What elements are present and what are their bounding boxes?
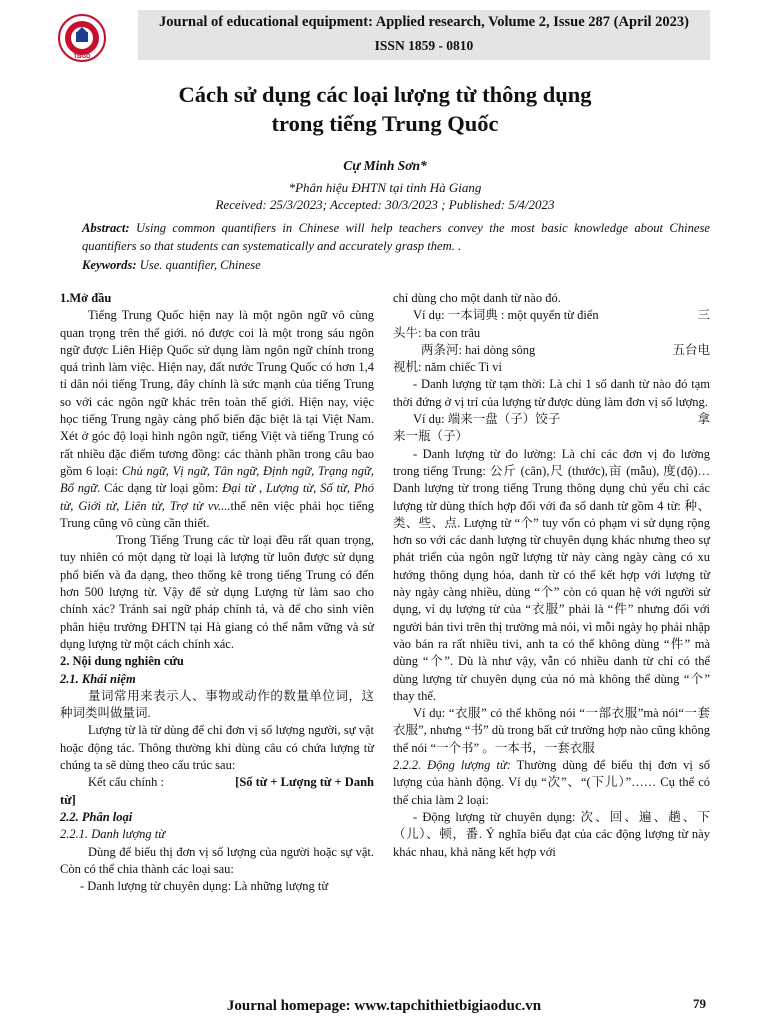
intro-text-2: . Các dạng từ loại gồm:	[97, 481, 223, 496]
example-text-1b: 三	[697, 308, 710, 323]
title-line-1: Cách sử dụng các loại lượng từ thông dụng	[178, 82, 592, 107]
example-paragraph-clothes: Ví dụ: “衣服” có thể không nói “一部衣服”mà nói“一套衣服”, nhưng “书” dù trong bất cứ trường hợp nào cũng không thể nói “一个书” 。一本书，一套衣服	[393, 706, 710, 755]
intro-text: Tiếng Trung Quốc hiện nay là một ngôn ngữ vô cùng quan trọng trên thế giới. nó được coi là một trong sáu ngôn ngữ được Liên Hiệp Quốc sử dụng làm ngôn ngữ chính trong quá trình làm việc. Hiện nay, đất nước Trung Quốc có hơn 1,4 tỉ dân nói tiếng Trung, đây chính là sức mạnh của tiếng Trung so với các ngôn ngữ khác trên toàn thế giới. Hiện nay, việc học tiếng Trung ngày càng phổ biến đặc biệt là tại Việt Nam. Xét ở góc độ loại hình ngôn ngữ, tiếng Việt và tiếng Trung có rất nhiều đặc điểm tương đồng: các thành phần trong câu bao gồm 6 loại:	[60, 308, 374, 478]
issn: ISSN 1859 - 0810	[374, 38, 474, 53]
verb-quantifier-heading: 2.2.2. Động lượng từ:	[393, 758, 511, 773]
example-text-3b: 五台电	[672, 342, 710, 357]
section-heading-intro: 1.Mở đầu	[60, 291, 112, 305]
verb-quantifier-text: Thường dùng để biểu thị đơn vị số lượng của hành động. Ví dụ “次”、“(下儿）”…… Cụ thể có thể chia làm 2 loại:	[393, 758, 710, 807]
example-row-4: 视机: năm chiếc Ti vi	[393, 360, 503, 375]
abstract-label: Abstract:	[82, 221, 130, 235]
abstract	[82, 219, 710, 255]
example-row-2: 头牛: ba con trâu	[393, 325, 481, 340]
example-text-1: Ví dụ: 一本词典 : một quyển từ điển	[413, 308, 599, 323]
right-column	[393, 290, 710, 861]
paragraph-quantifiers: Trong Tiếng Trung các từ loại đều rất quan trọng, tuy nhiên có một dạng từ loại là lượng từ luôn được sử dụng phổ biến và đa dạng, theo thống kê trong tiếng Trung có đến hơn 500 lượng từ. Vậy để sử dụng Lượng từ làm sao cho chính xác? Tránh sai ngữ pháp chính tả, và để cho sinh viên phân hiệu trường ĐHTN tại Hà giang có thể nắm vững và sử dụng lượng từ một cách chính xác.	[60, 533, 374, 651]
example-text-3: 两条河: hai dòng sông	[421, 342, 536, 357]
keywords-text: Use. quantifier, Chinese	[136, 258, 261, 272]
verb-quantifier-paragraph	[393, 757, 710, 809]
example-row-1	[393, 307, 710, 324]
example-text-5: Ví dụ: 端来一盘（子）饺子	[413, 412, 561, 427]
section-heading-content: 2. Nội dung nghiên cứu	[60, 654, 184, 669]
keywords	[82, 258, 710, 273]
example-row-6: 来一瓶（子）	[393, 429, 469, 444]
structure-formula: [Số từ + Lượng từ + Danh	[235, 775, 374, 790]
affiliation: *Phân hiệu ĐHTN tại tỉnh Hà Giang	[288, 180, 482, 195]
special-verb-quantifier-paragraph: - Động lượng từ chuyên dụng: 次、回、遍、趟、下（儿）、顿，番. Ý nghĩa biểu đạt của các động lượng từ này khác nhau, khả năng kết hợp với	[393, 809, 710, 859]
subsection-heading-concept: 2.1. Khái niệm	[60, 671, 136, 686]
title-line-2: trong tiếng Trung Quốc	[271, 111, 499, 136]
structure-end: từ]	[60, 792, 76, 807]
subsection-heading-classification: 2.2. Phân loại	[60, 809, 133, 824]
example-row-3	[393, 342, 710, 359]
right-text-1: chỉ dùng cho một danh từ nào đó.	[393, 291, 561, 305]
noun-quantifier-paragraph: Dùng để biểu thị đơn vị số lượng của người hoặc sự vật. Còn có thể chia thành các loại sau:	[60, 844, 374, 876]
sentence-components: Chủ ngữ, Vị ngữ, Tân ngữ, Định ngữ, Trạng ngữ, Bổ ngữ	[60, 463, 374, 496]
example-row-5	[393, 411, 710, 428]
logo-text: TBGD	[73, 54, 91, 60]
journal-header: Journal of educational equipment: Applied research, Volume 2, Issue 287 (April 2023)	[159, 14, 689, 30]
example-text-5b: 拿	[697, 412, 710, 427]
journal-homepage: Journal homepage: www.tapchithietbigiaoduc.vn	[226, 998, 542, 1014]
word-classes: Đại từ , Lượng từ, Số từ, Phó từ, Giới từ, Liên từ, Trợ từ vv....	[60, 481, 375, 513]
measure-quantifier-paragraph: - Danh lượng từ đo lường: Là chỉ các đơn vị đo lường trong tiếng Trung: 公斤 (cân),尺 (thước),亩 (mẫu), 度(độ)…Danh lượng từ trong tiếng Trung thông dụng chủ yếu chỉ các lượng từ dùng thích hợp đối với đa số danh từ gồm 4 từ: 种、类、些、点. Lượng từ “个” tuy vốn có phạm vi sử dụng rộng hơn so với các danh lượng từ chuyên dụng khác nhưng theo sự phát triển của ngôn ngữ lượng từ này càng ngày càng có xu hướng thông dụng hóa, danh từ có thể kết hợp với lượng từ này ngày càng nhiều, dùng “个” còn có quan hệ với người sử dụng, ví dụ lượng từ của “衣服” phải là “件” nhưng đối với người bán tivi trên thị trường mà nói, vì mỗi ngày họ phải nhập vào bán ra rất nhiều tivi, anh ta có thể không dùng “件” mà dùng “个”. Dù là như vậy, vẫn có nhiều danh từ chỉ có thể dùng lượng từ chuyên dụng của nó mà không thể dùng “个” thay thế.	[393, 446, 711, 703]
abstract-text: Using common quantifiers in Chinese will help teachers convey the most basic knowledge about Chinese quantifiers so that students can systematically and accurately grasp them. .	[82, 221, 710, 253]
structure-label: Kết cấu chính :	[88, 775, 165, 790]
intro-paragraph	[60, 307, 374, 532]
definition-paragraph: Lượng từ là từ dùng để chỉ đơn vị số lượng người, sự vật hoặc động tác. Thông thường khi dùng câu có chứa lượng từ chúng ta sẽ dùng theo cấu trúc sau:	[60, 723, 374, 773]
intro-text-3: thế nên việc phải học tiếng Trung cũng vô cùng cần thiết.	[60, 498, 375, 530]
structure-row	[60, 774, 374, 791]
page-number: 79	[693, 996, 706, 1011]
subsubsection-heading-noun: 2.2.1. Danh lượng từ	[60, 827, 166, 842]
temporary-quantifier-paragraph: - Danh lượng từ tạm thời: Là chỉ 1 số danh từ nào đó tạm thời đứng ở vị trí của lượng từ được dùng làm đơn vị số lượng.	[393, 377, 710, 409]
journal-logo	[58, 14, 106, 62]
publication-dates: Received: 25/3/2023; Accepted: 30/3/2023 ; Published: 5/4/2023	[215, 197, 555, 212]
chinese-definition: 量词常用来表示人、事物或动作的数量单位词，这种词类叫做量词.	[60, 688, 374, 721]
left-column	[60, 290, 374, 895]
article-title	[60, 80, 710, 138]
special-quantifier-paragraph: - Danh lượng từ chuyên dụng: Là những lượng từ	[80, 879, 329, 894]
author: Cự Minh Sơn*	[343, 158, 427, 173]
keywords-label: Keywords:	[82, 258, 137, 272]
